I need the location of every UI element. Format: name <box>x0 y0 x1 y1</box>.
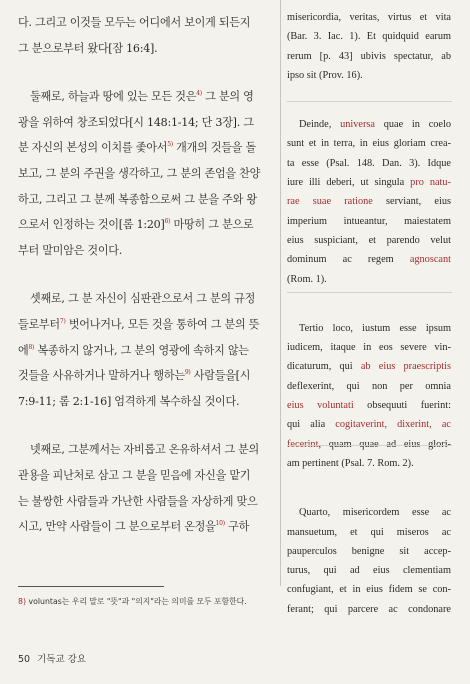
latin-line: Deinde, universa quae in coelo <box>299 119 451 131</box>
latin-line: pauperculos benigne sit accep- <box>287 545 451 557</box>
footnote-ref[interactable]: 8) <box>28 343 35 351</box>
latin-line: confugiant, et in eius fidem se con- <box>287 584 451 596</box>
latin-line: misericordia, veritas, virtus et vita <box>287 12 451 23</box>
latin-line: iudicem, itaque in eos severe vin- <box>287 342 451 354</box>
latin-line: sunt et in terra, in eius gloriam crea- <box>287 138 451 150</box>
latin-line: Tertio loco, iustum esse ipsum <box>299 322 451 334</box>
page-number: 50 <box>18 654 31 665</box>
footnote <box>18 596 278 608</box>
korean-line: 으로서 인정하는 것이[롬 1:20]$^{6)}$ 마땅히 그 분으로 <box>18 218 254 232</box>
latin-line: ta esse (Psal. 148. Dan. 3). Idque <box>287 157 451 169</box>
footnote-number: 8) <box>18 597 27 606</box>
footnote-ref[interactable]: 6) <box>164 218 171 226</box>
latin-line: am pertinent (Psal. 7. Rom. 2). <box>287 457 414 469</box>
page-footer <box>18 651 86 665</box>
korean-line: 보고, 그 분의 주권을 생각하고, 그 분의 존엄을 찬양 <box>18 166 261 180</box>
latin-line: ipso sit (Prov. 16). <box>287 69 363 81</box>
latin-line: (Rom. 1). <box>287 273 327 285</box>
paragraph-separator <box>287 101 452 102</box>
footnote-text: voluntas는 우리 말로 "뜻"과 "의지"라는 의미를 모두 포함한다. <box>26 597 247 606</box>
highlighted-term: pro natu- <box>410 177 451 189</box>
korean-line: 에$^{8)}$ 복종하지 않거나, 그 분의 영광에 속하지 않는 <box>18 343 249 357</box>
korean-paragraph-3 <box>18 437 270 539</box>
highlighted-term: agnoscant <box>409 254 451 266</box>
highlighted-term: rae suae ratione <box>287 196 373 208</box>
latin-line: rerum [p. 43] ubivis spectatur, ab <box>287 50 451 62</box>
footnote-ref[interactable]: 7) <box>59 317 66 325</box>
korean-line: 들로부터$^{7)}$ 벗어나거나, 모든 것을 통하여 그 분의 뜻 <box>18 317 260 331</box>
latin-line: eius voluntati obsequuti fuerint: <box>287 400 451 412</box>
korean-paragraph-1 <box>18 84 270 263</box>
paragraph-separator <box>287 445 452 446</box>
highlighted-term: eius voluntati <box>287 400 354 412</box>
book-title: 기독교 강요 <box>37 654 86 665</box>
korean-line: 둘째로, 하늘과 땅에 있는 모든 것은$^{4)}$ 그 분의 영 <box>30 90 254 104</box>
korean-column <box>18 10 270 540</box>
korean-line: 광을 위하여 창조되었다[시 148:1-14; 단 3장]. 그 <box>18 115 254 129</box>
korean-paragraph-0 <box>18 10 270 61</box>
column-divider <box>280 0 281 586</box>
latin-line: eius suspiciant, et parendo velut <box>287 234 451 246</box>
latin-line: Quarto, misericordem esse ac <box>299 507 451 519</box>
footnote-ref[interactable]: 10) <box>215 520 225 528</box>
footnote-ref[interactable]: 9) <box>184 369 191 377</box>
korean-line: 다. 그리고 이것들 모두는 어디에서 보이게 되든지 <box>18 16 251 29</box>
latin-line: turus, qui ad eius clementiam <box>287 565 451 577</box>
highlighted-term: universa <box>340 119 375 131</box>
korean-line: 하고, 그리고 그 분께 복종함으로써 그 분을 주와 왕 <box>18 192 257 206</box>
korean-line: 관용을 피난처로 삼고 그 분을 믿음에 자신을 맡기 <box>18 468 251 482</box>
footnote-ref[interactable]: 5) <box>167 141 173 149</box>
korean-line: 것들을 사유하거나 말하거나 행하는$^{9)}$ 사람들을[시 <box>18 369 251 383</box>
korean-line: 부터 말미암은 것이다. <box>18 243 123 257</box>
korean-line: 넷째로, 그분께서는 자비롭고 온유하셔서 그 분의 <box>30 443 259 457</box>
latin-line: deflexerint, qui non per omnia <box>287 380 451 392</box>
latin-paragraph-1 <box>287 115 451 289</box>
latin-paragraph-2 <box>287 319 451 473</box>
latin-line: iure illi deberi, ut singula pro natu- <box>287 177 451 189</box>
korean-line: 분 자신의 본성의 이치를 좇아서$^{5)}$ 개개의 것들을 돌 <box>18 141 256 155</box>
footnote-ref[interactable]: 4) <box>196 90 202 98</box>
paragraph-separator <box>287 292 452 293</box>
footnote-rule <box>18 586 164 587</box>
korean-line: 7:9-11; 롬 2:1-16] 엄격하게 복수하실 것이다. <box>18 394 240 408</box>
latin-paragraph-0 <box>287 8 451 85</box>
korean-line: 시고, 만약 사람들이 그 분으로부터 온정을$^{10)}$ 구하 <box>18 520 250 534</box>
latin-column <box>287 8 451 619</box>
latin-line: rae suae ratione serviant, eius <box>287 196 452 208</box>
latin-paragraph-3 <box>287 503 451 619</box>
latin-line: dominum ac regem agnoscant <box>287 254 451 266</box>
korean-line: 셋째로, 그 분 자신이 심판관으로서 그 분의 규정 <box>30 292 256 306</box>
latin-line: (Bar. 3. Iac. 1). Et quidquid earum <box>287 31 451 43</box>
korean-paragraph-2 <box>18 286 270 414</box>
latin-line: ferant; qui parcere ac condonare <box>287 603 451 615</box>
highlighted-term: cogitaverint, dixerint, ac <box>335 419 451 431</box>
latin-line: mansuetum, et qui miseros ac <box>287 526 451 538</box>
korean-line: 는 불쌍한 사람들과 가난한 사람들을 자상하게 맞으 <box>18 494 258 508</box>
latin-line: dicaturum, qui ab eius praescriptis <box>287 361 451 373</box>
highlighted-term: ab eius praescriptis <box>360 361 451 373</box>
latin-line: qui alia cogitaverint, dixerint, ac <box>287 419 451 431</box>
latin-line: imperium intueantur, maiestatem <box>287 215 451 227</box>
korean-line: 그 분으로부터 왔다[잠 16:4]. <box>18 41 158 55</box>
